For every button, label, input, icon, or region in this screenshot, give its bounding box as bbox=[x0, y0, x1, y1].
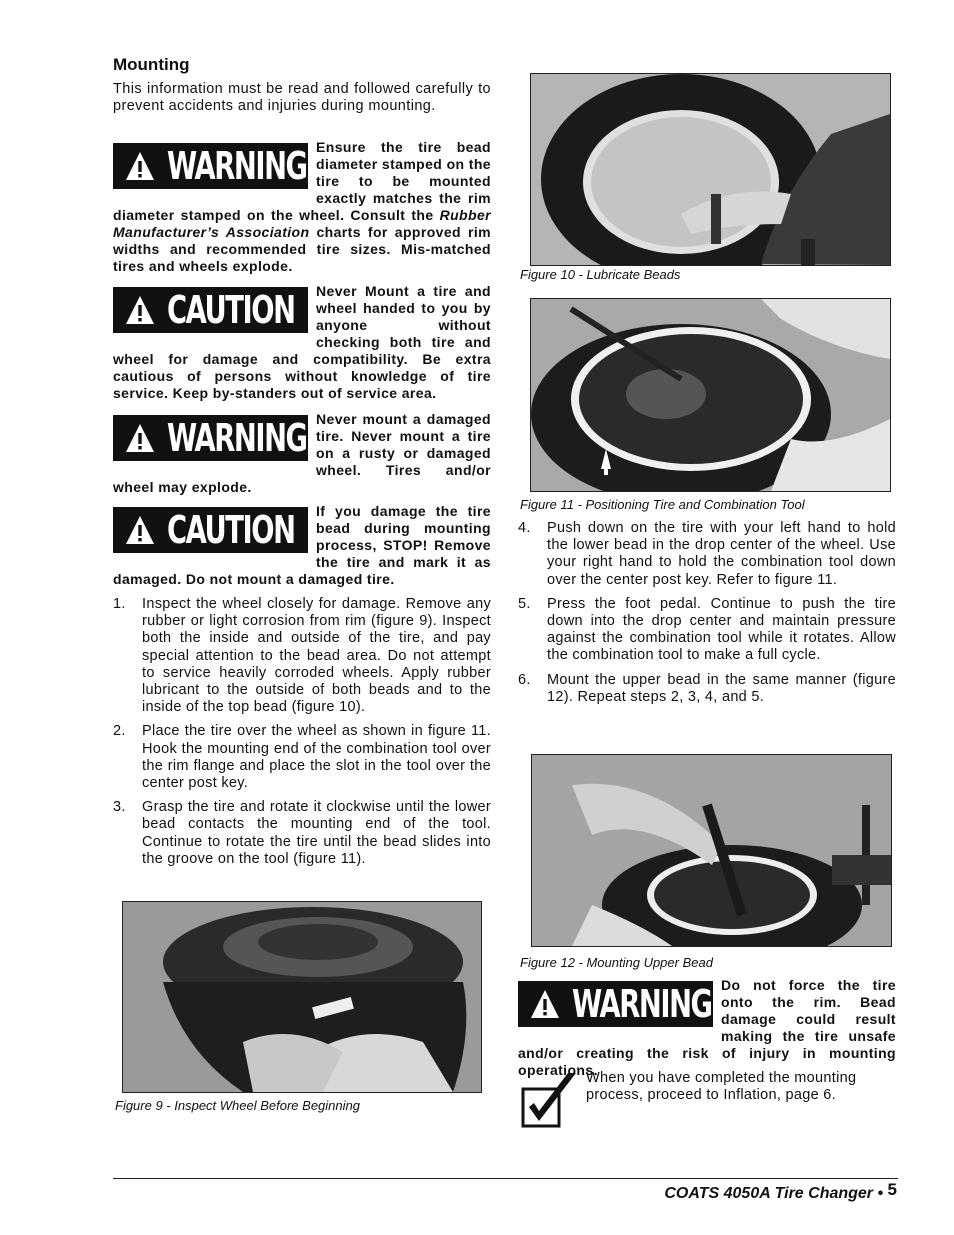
figure-9-photo bbox=[122, 901, 482, 1093]
notice-italic: Rubber Manufacturer’s Association bbox=[113, 207, 491, 240]
warning-badge bbox=[518, 981, 713, 1027]
intro-paragraph: This information must be read and followed carefully to prevent accidents and injuries during mounting. bbox=[113, 81, 491, 114]
caution-notice-1 bbox=[113, 283, 491, 402]
warning-badge bbox=[113, 143, 308, 189]
figure-9-caption: Figure 9 - Inspect Wheel Before Beginning bbox=[115, 1098, 360, 1113]
badge-label: CAUTION bbox=[166, 507, 295, 552]
notice-text: If you damage the tire bead during mounting process, STOP! Remove the tire and mark it as damaged. Do not mount a damaged tire. bbox=[113, 503, 491, 587]
list-item: 2. Place the tire over the wheel as shown in figure 11. Hook the mounting end of the combination tool over the rim flange and place the slot in the tool over the center post key. bbox=[113, 723, 491, 792]
steps-list-left bbox=[113, 596, 491, 875]
completion-note: When you have completed the mounting process, proceed to Inflation, page 6. bbox=[586, 1070, 857, 1103]
warning-notice-3 bbox=[518, 977, 896, 1079]
notice-text: Never Mount a tire and wheel handed to you by anyone without checking both tire and wheel for damage and compatibility. Be extra cautious of persons without knowledge of tire service. Keep by-standers out of service area. bbox=[113, 283, 491, 401]
warning-badge bbox=[113, 415, 308, 461]
warning-triangle-icon bbox=[530, 989, 560, 1019]
badge-label: WARNING bbox=[166, 415, 307, 460]
checkmark-icon bbox=[521, 1069, 579, 1129]
steps-list-right bbox=[518, 520, 896, 713]
figure-10-caption: Figure 10 - Lubricate Beads bbox=[520, 267, 681, 282]
warning-notice-1 bbox=[113, 139, 491, 275]
figure-11-photo bbox=[530, 298, 891, 492]
figure-12-photo bbox=[531, 754, 892, 947]
warning-notice-2 bbox=[113, 411, 491, 496]
caution-badge bbox=[113, 287, 308, 333]
list-item: 4. Push down on the tire with your left hand to hold the lower bead in the drop center of the wheel. Use your right hand to hold the combination tool down over the center post key. Refer to figure 11. bbox=[518, 520, 896, 588]
figure-11-caption: Figure 11 - Positioning Tire and Combination Tool bbox=[520, 497, 805, 512]
badge-label: WARNING bbox=[166, 143, 307, 188]
caution-notice-2 bbox=[113, 503, 491, 588]
page-number: 5 bbox=[887, 1180, 897, 1199]
list-item: 3. Grasp the tire and rotate it clockwise until the lower bead contacts the mounting end of the tool. Continue to rotate the tire until the bead slides into the groove on the tool (figure 11). bbox=[113, 799, 491, 867]
notice-text: Never mount a damaged tire. Never mount a tire on a rusty or damaged wheel. Tires and/or wheel may explode. bbox=[113, 411, 491, 495]
notice-text: Ensure the tire bead diameter stamped on the tire to be mounted exactly matches the rim diameter stamped on the wheel. Consult the bbox=[113, 139, 491, 223]
badge-label: CAUTION bbox=[166, 287, 295, 332]
caution-badge bbox=[113, 507, 308, 553]
warning-triangle-icon bbox=[125, 423, 155, 453]
page-footer bbox=[664, 1180, 897, 1203]
notice-text: Do not force the tire onto the rim. Bead damage could result making the tire unsafe and/or creating the risk of injury in mounting operations. bbox=[518, 977, 896, 1078]
notice-text: charts for approved rim widths and recommended tire sizes. Mis-matched tires and wheels explode. bbox=[113, 224, 491, 274]
footer-title: COATS 4050A Tire Changer • bbox=[664, 1185, 884, 1202]
warning-triangle-icon bbox=[125, 151, 155, 181]
figure-10-photo bbox=[530, 73, 891, 266]
badge-label: WARNING bbox=[571, 981, 712, 1026]
figure-12-caption: Figure 12 - Mounting Upper Bead bbox=[520, 955, 713, 970]
list-item: 6. Mount the upper bead in the same manner (figure 12). Repeat steps 2, 3, 4, and 5. bbox=[518, 671, 896, 705]
warning-triangle-icon bbox=[125, 515, 155, 545]
warning-triangle-icon bbox=[125, 295, 155, 325]
list-item: 5. Press the foot pedal. Continue to push the tire down into the drop center and maintain pressure against the combination tool while it rotates. Allow the combination tool to make a full cycle. bbox=[518, 595, 896, 664]
section-heading: Mounting bbox=[113, 55, 190, 74]
footer-divider bbox=[113, 1178, 898, 1179]
list-item: 1. Inspect the wheel closely for damage. Remove any rubber or light corrosion from rim (figure 9). Inspect both the inside and outside of the tire, and pay special attention to the bead area. Do not attempt to service heavily corroded wheels. Apply rubber lubricant to the outside of both beads and to the inside of the top bead (figure 10). bbox=[113, 596, 491, 716]
